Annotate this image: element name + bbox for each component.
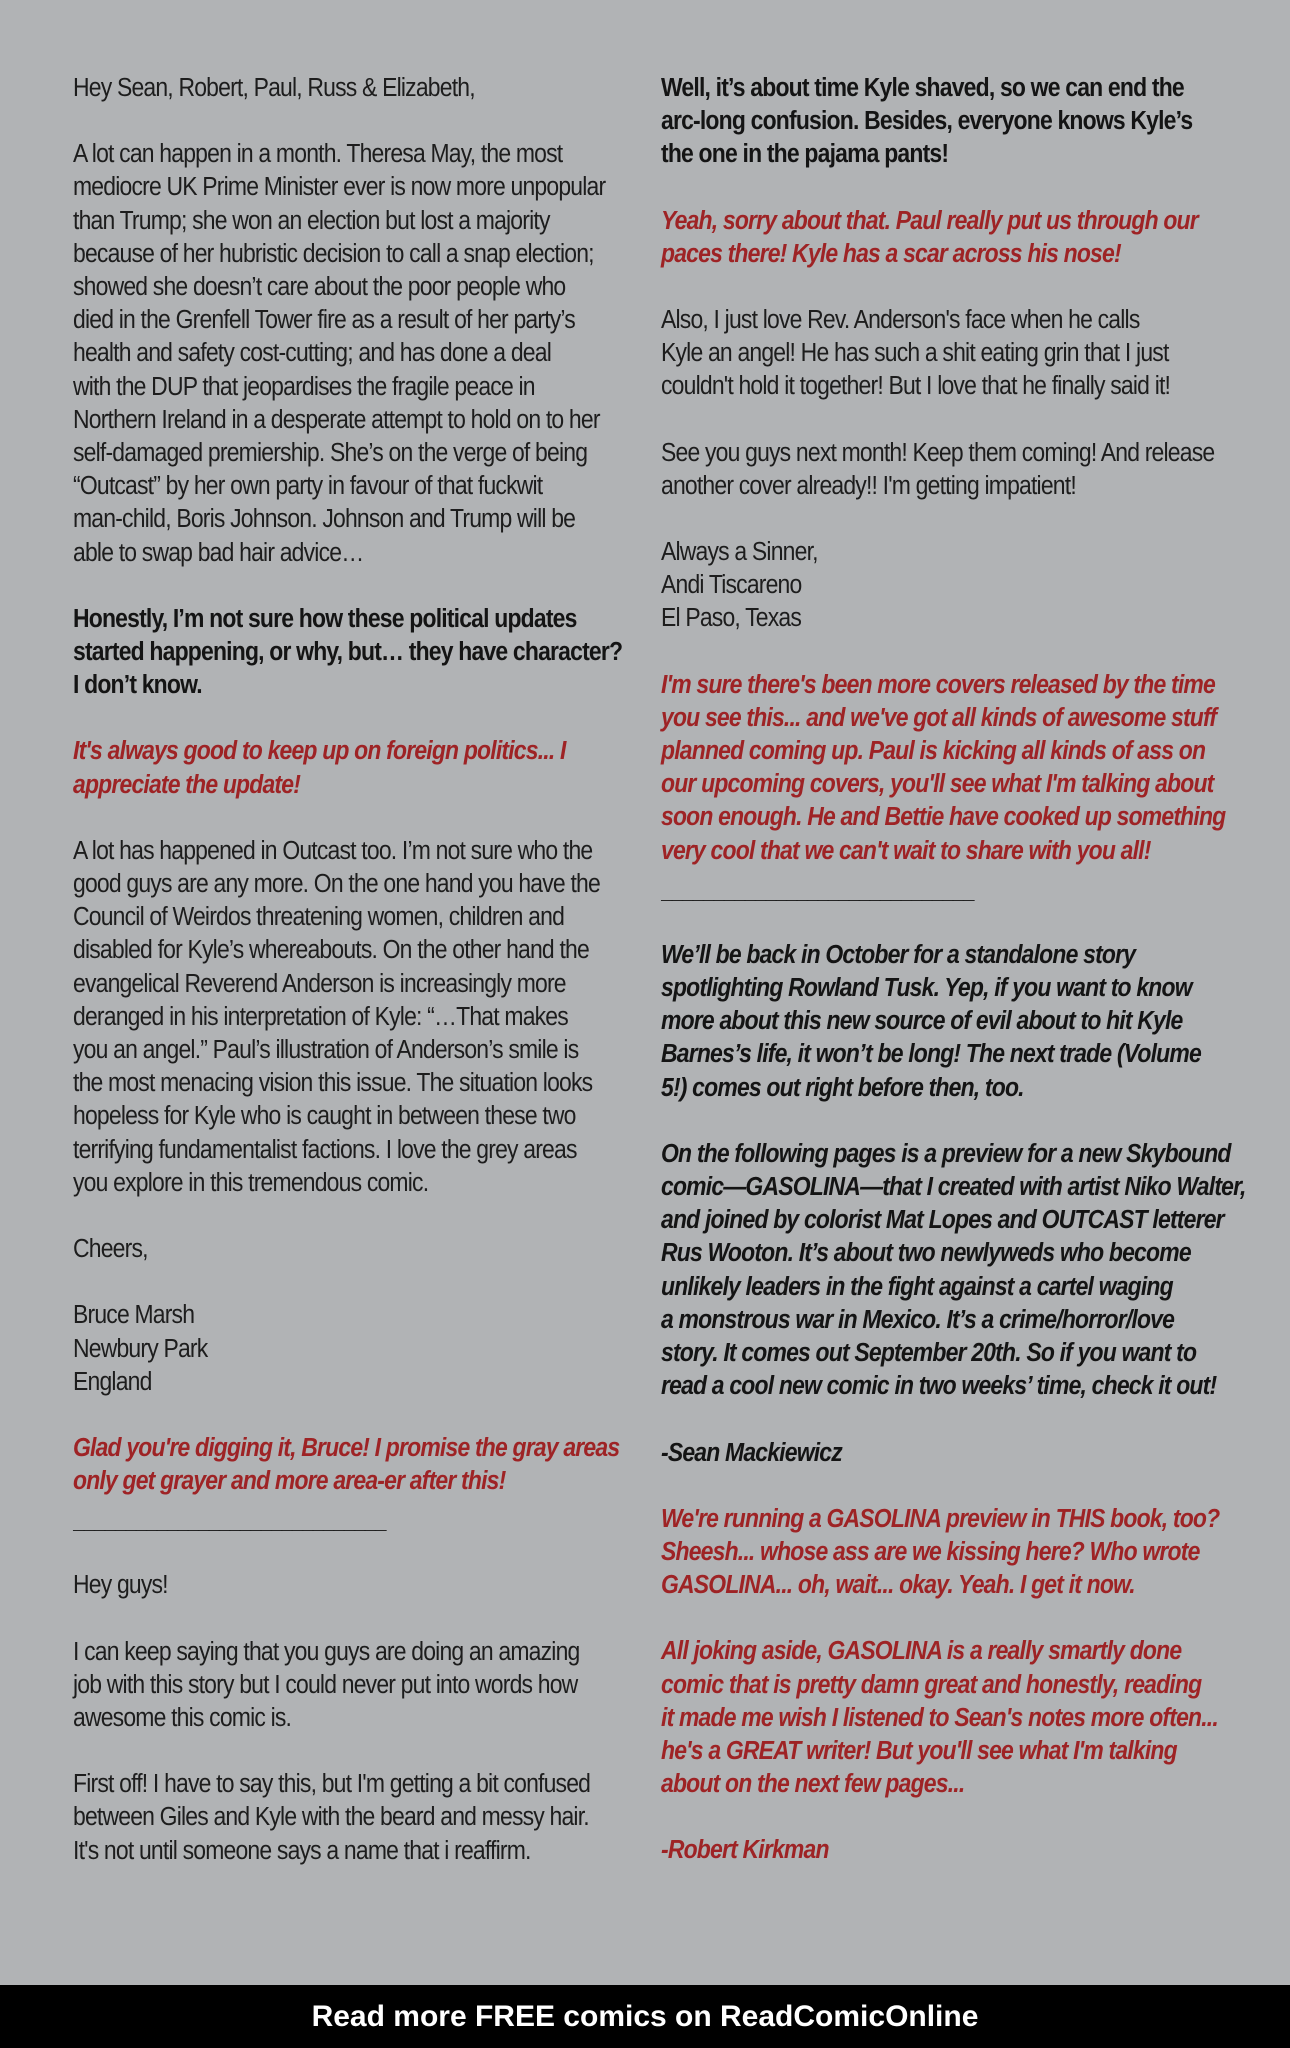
text-line: soon enough. He and Bettie have cooked up something	[661, 803, 1226, 832]
text-line: A lot can happen in a month. Theresa May, the most	[73, 140, 563, 169]
text-line: good guys are any more. On the one hand you have the	[73, 870, 600, 899]
text-line: GASOLINA... oh, wait... okay. Yeah. I get it now.	[661, 1571, 1135, 1600]
text-line: the one in the pajama pants!	[661, 140, 949, 169]
text-line: Council of Weirdos threatening women, children and	[73, 903, 565, 932]
text-line: hopeless for Kyle who is caught in between these two	[73, 1102, 576, 1131]
text-line: health and safety cost-cutting; and has done a deal	[73, 339, 551, 368]
text-line: We're running a GASOLINA preview in THIS book, too?	[661, 1504, 1220, 1533]
text-line: than Trump; she won an election but lost a majority	[73, 206, 550, 235]
section-divider: ______________________________	[73, 1513, 386, 1537]
text-line: It's not until someone says a name that i reaffirm.	[73, 1836, 531, 1865]
text-line: arc-long confusion. Besides, everyone knows Kyle’s	[661, 107, 1193, 136]
text-line: comic—GASOLINA—that I created with artist Niko Walter,	[661, 1173, 1246, 1202]
letter-paragraph	[73, 138, 632, 570]
text-line: spotlighting Rowland Tusk. Yep, if you want to know	[661, 974, 1192, 1003]
right-column	[661, 72, 1246, 1901]
text-line: unlikely leaders in the fight against a cartel waging	[661, 1272, 1173, 1301]
text-line: Hey guys!	[73, 1571, 168, 1600]
text-line: El Paso, Texas	[661, 604, 802, 633]
text-line: A lot has happened in Outcast too. I’m not sure who the	[73, 836, 593, 865]
editor-reply-red	[661, 1503, 1230, 1603]
text-line: self-damaged premiership. She’s on the verge of being	[73, 439, 588, 468]
announcement-paragraph	[661, 939, 1230, 1105]
letter-paragraph	[661, 437, 1230, 503]
editor-signature	[661, 1437, 1230, 1470]
editor-reply	[73, 603, 632, 703]
text-line: First off! I have to say this, but I'm getting a bit confused	[73, 1770, 591, 1799]
text-line: Barnes’s life, it won’t be long! The next trade (Volume	[661, 1040, 1201, 1069]
text-line: job with this story but I could never put into words how	[73, 1670, 578, 1699]
text-line: because of her hubristic decision to call a snap election;	[73, 239, 594, 268]
text-line: died in the Grenfell Tower fire as a result of her party’s	[73, 306, 575, 335]
text-line: a monstrous war in Mexico. It’s a crime/horror/love	[661, 1305, 1175, 1334]
editor-signature-red	[661, 1834, 1230, 1867]
text-line: with the DUP that jeopardises the fragile peace in	[73, 372, 535, 401]
text-line: Well, it’s about time Kyle shaved, so we can end the	[661, 74, 1184, 102]
text-line: another cover already!! I'm getting impatient!	[661, 471, 1076, 500]
text-line: more about this new source of evil about to hit Kyle	[661, 1007, 1183, 1036]
letter-signoff	[73, 1233, 632, 1266]
text-line: Northern Ireland in a desperate attempt to hold on to her	[73, 405, 600, 434]
promo-banner-text[interactable]: Read more FREE comics on ReadComicOnline	[311, 2000, 979, 2033]
letter-signature	[73, 1299, 632, 1399]
text-line: mediocre UK Prime Minister ever is now more unpopular	[73, 173, 606, 202]
text-line: man-child, Boris Johnson. Johnson and Trump will be	[73, 505, 576, 534]
editor-reply-red	[661, 669, 1230, 868]
text-line: evangelical Reverend Anderson is increasingly more	[73, 969, 566, 998]
text-line: deranged in his interpretation of Kyle: “…That makes	[73, 1002, 568, 1031]
text-line: disabled for Kyle’s whereabouts. On the other hand the	[73, 936, 589, 965]
text-line: read a cool new comic in two weeks’ time, check it out!	[661, 1372, 1217, 1401]
text-line: our upcoming covers, you'll see what I'm talking about	[661, 770, 1214, 799]
text-line: very cool that we can't wait to share with you all!	[661, 836, 1151, 865]
text-line: it made me wish I listened to Sean's notes more often...	[661, 1703, 1218, 1732]
text-line: I can keep saying that you guys are doing an amazing	[73, 1637, 580, 1666]
text-line: England	[73, 1367, 152, 1396]
text-line: Also, I just love Rev. Anderson's face when he calls	[661, 306, 1140, 335]
editor-reply-red	[73, 735, 632, 801]
text-line: about on the next few pages...	[661, 1770, 965, 1799]
text-line: Andi Tiscareno	[661, 571, 802, 600]
editor-reply-red	[73, 1432, 632, 1498]
text-line: “Outcast” by her own party in favour of that fuckwit	[73, 472, 543, 501]
text-line: Cheers,	[73, 1235, 148, 1264]
text-line: Hey Sean, Robert, Paul, Russ & Elizabeth,	[73, 74, 475, 102]
text-line: able to swap bad hair advice…	[73, 538, 364, 567]
text-line: and joined by colorist Mat Lopes and OUTCAST letterer	[661, 1206, 1224, 1235]
announcement-paragraph	[661, 1138, 1246, 1404]
text-line: you explore in this tremendous comic.	[73, 1168, 429, 1197]
text-line: he's a GREAT writer! But you'll see what I'm talking	[661, 1736, 1177, 1765]
text-line: started happening, or why, but… they have character?	[73, 638, 623, 667]
text-line: showed she doesn’t care about the poor people who	[73, 273, 566, 302]
text-line: paces there! Kyle has a scar across his nose!	[661, 239, 1121, 268]
text-line: Sheesh... whose ass are we kissing here? Who wrote	[661, 1537, 1200, 1566]
text-line: Newbury Park	[73, 1334, 208, 1363]
letter-signature	[661, 536, 1230, 636]
letter-paragraph	[73, 835, 632, 1200]
text-line: awesome this comic is.	[73, 1703, 292, 1732]
text-line: It's always good to keep up on foreign politics... I	[73, 737, 566, 766]
text-line: comic that is pretty damn great and honestly, reading	[661, 1670, 1202, 1699]
text-line: between Giles and Kyle with the beard and messy hair.	[73, 1803, 589, 1832]
text-line: Glad you're digging it, Bruce! I promise the gray areas	[73, 1433, 620, 1462]
letter-paragraph	[661, 304, 1230, 404]
text-line: All joking aside, GASOLINA is a really smartly done	[661, 1637, 1182, 1666]
letter-greeting	[73, 72, 632, 105]
text-line: We’ll be back in October for a standalone story	[661, 940, 1136, 969]
text-line: story. It comes out September 20th. So if you want to	[661, 1339, 1197, 1368]
editor-reply	[661, 72, 1230, 172]
text-line: Bruce Marsh	[73, 1301, 195, 1330]
text-line: On the following pages is a preview for a new Skybound	[661, 1139, 1231, 1168]
text-line: Always a Sinner,	[661, 538, 818, 567]
letter-paragraph	[73, 1768, 632, 1868]
text-line: Rus Wooton. It’s about two newlyweds who become	[661, 1239, 1191, 1268]
text-line: appreciate the update!	[73, 770, 301, 799]
text-line: planned coming up. Paul is kicking all kinds of ass on	[661, 737, 1206, 766]
left-column	[73, 72, 633, 1901]
text-line: 5!) comes out right before then, too.	[661, 1073, 1024, 1102]
text-line: Kyle an angel! He has such a shit eating grin that I just	[661, 339, 1169, 368]
text-line: Honestly, I’m not sure how these political updates	[73, 604, 577, 633]
text-line: you an angel.” Paul’s illustration of Anderson’s smile is	[73, 1036, 579, 1065]
text-line: terrifying fundamentalist factions. I love the grey areas	[73, 1135, 577, 1164]
text-line: only get grayer and more area-er after this!	[73, 1467, 506, 1496]
editor-reply-red	[661, 205, 1230, 271]
text-line: the most menacing vision this issue. The situation looks	[73, 1069, 593, 1098]
text-line: Yeah, sorry about that. Paul really put us through our	[661, 206, 1198, 235]
text-line: -Sean Mackiewicz	[661, 1438, 842, 1467]
text-line: couldn't hold it together! But I love that he finally said it!	[661, 372, 1171, 401]
text-line: -Robert Kirkman	[661, 1836, 829, 1865]
letter-greeting	[73, 1569, 632, 1602]
promo-banner[interactable]	[0, 1985, 1290, 2048]
section-divider: ______________________________	[661, 882, 974, 906]
text-line: See you guys next month! Keep them coming! And release	[661, 438, 1215, 467]
editor-reply-red	[661, 1635, 1230, 1801]
letter-paragraph	[73, 1636, 632, 1736]
text-line: I'm sure there's been more covers released by the time	[661, 670, 1215, 699]
text-line: you see this... and we've got all kinds of awesome stuff	[661, 703, 1217, 732]
text-line: I don’t know.	[73, 671, 202, 700]
